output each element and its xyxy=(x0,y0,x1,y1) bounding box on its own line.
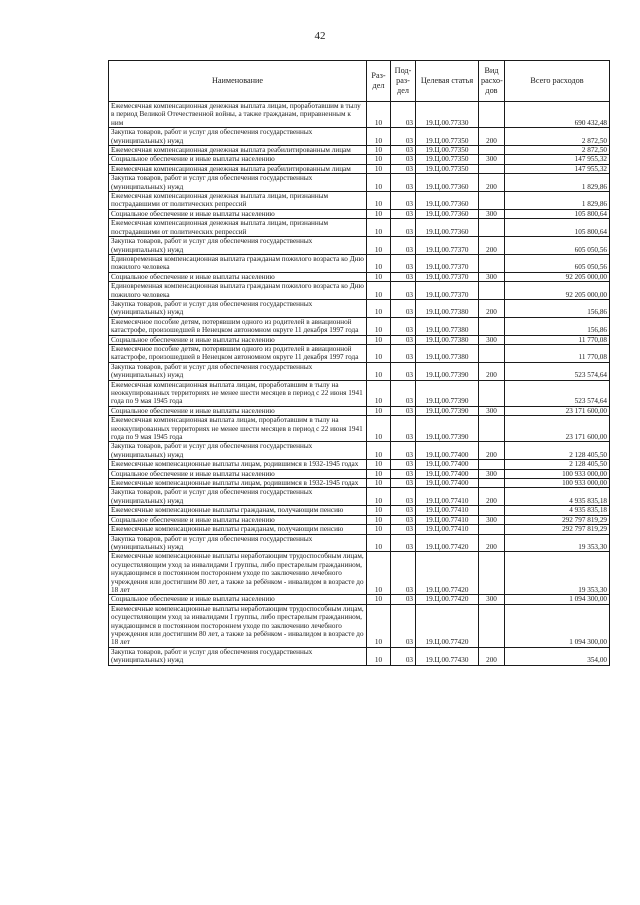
cell-razdel: 10 xyxy=(367,164,391,173)
table-row xyxy=(109,380,610,406)
cell-total: 100 933 000,00 xyxy=(505,469,610,478)
cell-total: 4 935 835,18 xyxy=(505,488,610,506)
cell-name: Социальное обеспечение и иные выплаты населению xyxy=(109,469,367,478)
cell-podrazdel: 03 xyxy=(391,102,416,128)
header-total: Всего расходов xyxy=(505,61,610,102)
table-row xyxy=(109,102,610,128)
cell-name: Закупка товаров, работ и услуг для обеспечения государственных (муниципальных) нужд xyxy=(109,128,367,146)
cell-name: Закупка товаров, работ и услуг для обеспечения государственных (муниципальных) нужд xyxy=(109,362,367,380)
cell-razdel: 10 xyxy=(367,299,391,317)
table-row xyxy=(109,479,610,488)
cell-total: 292 797 819,29 xyxy=(505,525,610,534)
cell-vid xyxy=(479,604,505,647)
cell-celevaya: 19.Ц.00.77380 xyxy=(416,344,479,362)
cell-razdel: 10 xyxy=(367,128,391,146)
table-row xyxy=(109,237,610,255)
cell-name: Ежемесячные компенсационные выплаты гражданам, получающим пенсию xyxy=(109,506,367,515)
table-row xyxy=(109,164,610,173)
table-row xyxy=(109,219,610,237)
cell-podrazdel: 03 xyxy=(391,416,416,442)
table-row xyxy=(109,460,610,469)
cell-podrazdel: 03 xyxy=(391,525,416,534)
cell-podrazdel: 03 xyxy=(391,380,416,406)
cell-celevaya: 19.Ц.00.77360 xyxy=(416,209,479,218)
budget-table xyxy=(108,60,610,666)
table-row xyxy=(109,488,610,506)
cell-celevaya: 19.Ц.00.77410 xyxy=(416,515,479,524)
cell-celevaya: 19.Ц.00.77400 xyxy=(416,479,479,488)
cell-podrazdel: 03 xyxy=(391,299,416,317)
cell-name: Закупка товаров, работ и услуг для обеспечения государственных (муниципальных) нужд xyxy=(109,299,367,317)
cell-total: 23 171 600,00 xyxy=(505,416,610,442)
table-row xyxy=(109,416,610,442)
cell-razdel: 10 xyxy=(367,460,391,469)
table-row xyxy=(109,406,610,415)
cell-celevaya: 19.Ц.00.77370 xyxy=(416,254,479,272)
cell-podrazdel: 03 xyxy=(391,128,416,146)
cell-celevaya: 19.Ц.00.77390 xyxy=(416,380,479,406)
table-row xyxy=(109,344,610,362)
cell-vid xyxy=(479,146,505,155)
cell-celevaya: 19.Ц.00.77390 xyxy=(416,406,479,415)
table-row xyxy=(109,604,610,647)
cell-celevaya: 19.Ц.00.77390 xyxy=(416,362,479,380)
cell-name: Социальное обеспечение и иные выплаты населению xyxy=(109,595,367,604)
cell-vid xyxy=(479,192,505,210)
cell-total: 92 205 000,00 xyxy=(505,272,610,281)
table-row xyxy=(109,442,610,460)
table-row xyxy=(109,128,610,146)
cell-total: 19 353,30 xyxy=(505,534,610,552)
cell-podrazdel: 03 xyxy=(391,442,416,460)
cell-razdel: 10 xyxy=(367,506,391,515)
cell-podrazdel: 03 xyxy=(391,488,416,506)
cell-total: 19 353,30 xyxy=(505,552,610,595)
table-row xyxy=(109,362,610,380)
cell-vid xyxy=(479,282,505,300)
cell-celevaya: 19.Ц.00.77420 xyxy=(416,534,479,552)
cell-vid: 200 xyxy=(479,442,505,460)
cell-razdel: 10 xyxy=(367,219,391,237)
cell-podrazdel: 03 xyxy=(391,460,416,469)
cell-total: 156,86 xyxy=(505,299,610,317)
cell-name: Социальное обеспечение и иные выплаты населению xyxy=(109,406,367,415)
cell-celevaya: 19.Ц.00.77350 xyxy=(416,164,479,173)
cell-total: 605 050,56 xyxy=(505,254,610,272)
header-vid: Вид расхо-дов xyxy=(479,61,505,102)
cell-celevaya: 19.Ц.00.77380 xyxy=(416,299,479,317)
cell-vid xyxy=(479,380,505,406)
cell-celevaya: 19.Ц.00.77350 xyxy=(416,128,479,146)
cell-total: 105 800,64 xyxy=(505,219,610,237)
table-row xyxy=(109,469,610,478)
cell-razdel: 10 xyxy=(367,442,391,460)
cell-name: Закупка товаров, работ и услуг для обеспечения государственных (муниципальных) нужд xyxy=(109,488,367,506)
cell-total: 147 955,32 xyxy=(505,164,610,173)
cell-razdel: 10 xyxy=(367,155,391,164)
cell-vid: 300 xyxy=(479,335,505,344)
cell-vid xyxy=(479,552,505,595)
cell-razdel: 10 xyxy=(367,534,391,552)
cell-podrazdel: 03 xyxy=(391,317,416,335)
cell-razdel: 10 xyxy=(367,479,391,488)
cell-vid: 200 xyxy=(479,174,505,192)
cell-razdel: 10 xyxy=(367,272,391,281)
cell-total: 2 872,50 xyxy=(505,128,610,146)
cell-razdel: 10 xyxy=(367,552,391,595)
cell-vid xyxy=(479,525,505,534)
cell-celevaya: 19.Ц.00.77400 xyxy=(416,442,479,460)
cell-podrazdel: 03 xyxy=(391,237,416,255)
cell-razdel: 10 xyxy=(367,174,391,192)
cell-total: 11 770,08 xyxy=(505,344,610,362)
cell-podrazdel: 03 xyxy=(391,595,416,604)
cell-total: 92 205 000,00 xyxy=(505,282,610,300)
cell-celevaya: 19.Ц.00.77390 xyxy=(416,416,479,442)
cell-razdel: 10 xyxy=(367,416,391,442)
cell-razdel: 10 xyxy=(367,604,391,647)
cell-vid xyxy=(479,102,505,128)
cell-vid xyxy=(479,344,505,362)
cell-razdel: 10 xyxy=(367,488,391,506)
cell-vid xyxy=(479,219,505,237)
table-row xyxy=(109,515,610,524)
cell-total: 1 829,86 xyxy=(505,174,610,192)
cell-name: Ежемесячная компенсационная денежная выплата реабилитированным лицам xyxy=(109,164,367,173)
cell-name: Закупка товаров, работ и услуг для обеспечения государственных (муниципальных) нужд xyxy=(109,237,367,255)
cell-name: Ежемесячная компенсационная денежная выплата лицам, проработавшим в тылу в период Великой Отечественной войны, а также гражданам, приравненным к ним xyxy=(109,102,367,128)
cell-podrazdel: 03 xyxy=(391,174,416,192)
cell-name: Ежемесячные компенсационные выплаты гражданам, получающим пенсию xyxy=(109,525,367,534)
cell-name: Ежемесячная компенсационная денежная выплата реабилитированным лицам xyxy=(109,146,367,155)
cell-razdel: 10 xyxy=(367,192,391,210)
cell-podrazdel: 03 xyxy=(391,155,416,164)
cell-vid: 200 xyxy=(479,534,505,552)
cell-vid: 200 xyxy=(479,237,505,255)
table-row xyxy=(109,525,610,534)
cell-name: Ежемесячные компенсационные выплаты неработающим трудоспособным лицам, осуществляющим уход за инвалидами I группы, либо престарелым гражданином, нуждающимся в постоянном постороннем уходе по заключению лечебного учреждения или достигшим 80 лет, а также за ребёнком - инвалидом в возрасте до 18 лет xyxy=(109,604,367,647)
cell-name: Закупка товаров, работ и услуг для обеспечения государственных (муниципальных) нужд xyxy=(109,174,367,192)
table-row xyxy=(109,192,610,210)
cell-vid: 200 xyxy=(479,128,505,146)
cell-podrazdel: 03 xyxy=(391,219,416,237)
cell-vid xyxy=(479,460,505,469)
cell-name: Ежемесячные компенсационные выплаты неработающим трудоспособным лицам, осуществляющим уход за инвалидами I группы, либо престарелым гражданином, нуждающимся в постоянном постороннем уходе по заключению лечебного учреждения или достигшим 80 лет, а также за ребёнком - инвалидом в возрасте до 18 лет xyxy=(109,552,367,595)
cell-podrazdel: 03 xyxy=(391,534,416,552)
cell-name: Социальное обеспечение и иные выплаты населению xyxy=(109,209,367,218)
cell-celevaya: 19.Ц.00.77360 xyxy=(416,174,479,192)
cell-celevaya: 19.Ц.00.77400 xyxy=(416,460,479,469)
cell-celevaya: 19.Ц.00.77420 xyxy=(416,552,479,595)
cell-podrazdel: 03 xyxy=(391,344,416,362)
table-row xyxy=(109,317,610,335)
cell-vid: 200 xyxy=(479,488,505,506)
cell-vid: 300 xyxy=(479,209,505,218)
cell-name: Единовременная компенсационная выплата гражданам пожилого возраста ко Дню пожилого человека xyxy=(109,254,367,272)
cell-name: Социальное обеспечение и иные выплаты населению xyxy=(109,272,367,281)
header-name: Наименование xyxy=(109,61,367,102)
cell-total: 2 128 405,50 xyxy=(505,442,610,460)
cell-podrazdel: 03 xyxy=(391,469,416,478)
cell-name: Ежемесячная компенсационная денежная выплата лицам, признанным пострадавшими от политических репрессий xyxy=(109,192,367,210)
table-row xyxy=(109,552,610,595)
cell-total: 100 933 000,00 xyxy=(505,479,610,488)
cell-name: Единовременная компенсационная выплата гражданам пожилого возраста ко Дню пожилого человека xyxy=(109,282,367,300)
cell-name: Ежемесячная компенсационная выплата лицам, проработавшим в тылу на неоккупированных территориях не менее шести месяцев в период с 22 июня 1941 года по 9 мая 1945 года xyxy=(109,416,367,442)
cell-name: Ежемесячные компенсационные выплаты лицам, родившимся в 1932-1945 годах xyxy=(109,460,367,469)
cell-vid: 300 xyxy=(479,406,505,415)
cell-razdel: 10 xyxy=(367,362,391,380)
table-row xyxy=(109,595,610,604)
cell-name: Социальное обеспечение и иные выплаты населению xyxy=(109,335,367,344)
table-body xyxy=(109,102,610,666)
cell-total: 156,86 xyxy=(505,317,610,335)
cell-podrazdel: 03 xyxy=(391,506,416,515)
cell-vid: 300 xyxy=(479,515,505,524)
table-row xyxy=(109,272,610,281)
cell-name: Ежемесячная компенсационная денежная выплата лицам, признанным пострадавшими от политических репрессий xyxy=(109,219,367,237)
cell-podrazdel: 03 xyxy=(391,515,416,524)
cell-name: Закупка товаров, работ и услуг для обеспечения государственных (муниципальных) нужд xyxy=(109,647,367,665)
cell-podrazdel: 03 xyxy=(391,335,416,344)
table-row xyxy=(109,506,610,515)
cell-celevaya: 19.Ц.00.77420 xyxy=(416,595,479,604)
cell-razdel: 10 xyxy=(367,406,391,415)
cell-total: 2 872,50 xyxy=(505,146,610,155)
cell-name: Ежемесячное пособие детям, потерявшим одного из родителей в авиационной катастрофе, произошедшей в Ненецком автономном округе 11 декабря 1997 года xyxy=(109,317,367,335)
cell-total: 11 770,08 xyxy=(505,335,610,344)
cell-podrazdel: 03 xyxy=(391,647,416,665)
cell-podrazdel: 03 xyxy=(391,192,416,210)
cell-celevaya: 19.Ц.00.77370 xyxy=(416,237,479,255)
cell-razdel: 10 xyxy=(367,344,391,362)
cell-vid xyxy=(479,164,505,173)
cell-razdel: 10 xyxy=(367,237,391,255)
cell-vid: 300 xyxy=(479,155,505,164)
page-number: 42 xyxy=(314,30,326,42)
cell-vid: 200 xyxy=(479,299,505,317)
cell-razdel: 10 xyxy=(367,515,391,524)
cell-celevaya: 19.Ц.00.77410 xyxy=(416,506,479,515)
cell-name: Ежемесячная компенсационная выплата лицам, проработавшим в тылу на неоккупированных территориях не менее шести месяцев в период с 22 июня 1941 года по 9 мая 1945 года xyxy=(109,380,367,406)
cell-razdel: 10 xyxy=(367,335,391,344)
cell-podrazdel: 03 xyxy=(391,164,416,173)
cell-celevaya: 19.Ц.00.77370 xyxy=(416,272,479,281)
cell-total: 690 432,48 xyxy=(505,102,610,128)
cell-celevaya: 19.Ц.00.77420 xyxy=(416,604,479,647)
cell-razdel: 10 xyxy=(367,317,391,335)
cell-razdel: 10 xyxy=(367,254,391,272)
header-podrazdel: Под-раз-дел xyxy=(391,61,416,102)
cell-podrazdel: 03 xyxy=(391,272,416,281)
header-razdel: Раз-дел xyxy=(367,61,391,102)
cell-razdel: 10 xyxy=(367,469,391,478)
header-celevaya: Целевая статья xyxy=(416,61,479,102)
cell-razdel: 10 xyxy=(367,380,391,406)
table-row xyxy=(109,155,610,164)
cell-razdel: 10 xyxy=(367,209,391,218)
cell-razdel: 10 xyxy=(367,146,391,155)
table-row xyxy=(109,209,610,218)
table-row xyxy=(109,299,610,317)
cell-celevaya: 19.Ц.00.77380 xyxy=(416,317,479,335)
cell-total: 354,00 xyxy=(505,647,610,665)
cell-name: Социальное обеспечение и иные выплаты населению xyxy=(109,155,367,164)
cell-total: 605 050,56 xyxy=(505,237,610,255)
cell-celevaya: 19.Ц.00.77350 xyxy=(416,146,479,155)
cell-celevaya: 19.Ц.00.77370 xyxy=(416,282,479,300)
cell-podrazdel: 03 xyxy=(391,282,416,300)
cell-razdel: 10 xyxy=(367,647,391,665)
cell-celevaya: 19.Ц.00.77350 xyxy=(416,155,479,164)
table-row xyxy=(109,335,610,344)
cell-vid: 200 xyxy=(479,362,505,380)
cell-podrazdel: 03 xyxy=(391,254,416,272)
cell-podrazdel: 03 xyxy=(391,604,416,647)
cell-name: Закупка товаров, работ и услуг для обеспечения государственных (муниципальных) нужд xyxy=(109,442,367,460)
cell-vid xyxy=(479,254,505,272)
cell-celevaya: 19.Ц.00.77330 xyxy=(416,102,479,128)
cell-celevaya: 19.Ц.00.77430 xyxy=(416,647,479,665)
cell-celevaya: 19.Ц.00.77360 xyxy=(416,219,479,237)
cell-total: 105 800,64 xyxy=(505,209,610,218)
table-row xyxy=(109,534,610,552)
cell-celevaya: 19.Ц.00.77410 xyxy=(416,488,479,506)
cell-razdel: 10 xyxy=(367,102,391,128)
cell-vid xyxy=(479,317,505,335)
cell-vid: 300 xyxy=(479,272,505,281)
cell-razdel: 10 xyxy=(367,525,391,534)
cell-name: Ежемесячные компенсационные выплаты лицам, родившимся в 1932-1945 годах xyxy=(109,479,367,488)
cell-name: Социальное обеспечение и иные выплаты населению xyxy=(109,515,367,524)
cell-total: 1 094 300,00 xyxy=(505,604,610,647)
cell-razdel: 10 xyxy=(367,282,391,300)
table-row xyxy=(109,146,610,155)
cell-vid: 300 xyxy=(479,469,505,478)
cell-podrazdel: 03 xyxy=(391,552,416,595)
table-row xyxy=(109,647,610,665)
cell-total: 23 171 600,00 xyxy=(505,406,610,415)
table-row xyxy=(109,174,610,192)
cell-total: 2 128 405,50 xyxy=(505,460,610,469)
cell-name: Закупка товаров, работ и услуг для обеспечения государственных (муниципальных) нужд xyxy=(109,534,367,552)
cell-total: 523 574,64 xyxy=(505,380,610,406)
cell-total: 523 574,64 xyxy=(505,362,610,380)
cell-celevaya: 19.Ц.00.77410 xyxy=(416,525,479,534)
cell-vid: 200 xyxy=(479,647,505,665)
cell-total: 147 955,32 xyxy=(505,155,610,164)
cell-vid xyxy=(479,479,505,488)
cell-podrazdel: 03 xyxy=(391,406,416,415)
table-row xyxy=(109,254,610,272)
cell-name: Ежемесячное пособие детям, потерявшим одного из родителей в авиационной катастрофе, произошедшей в Ненецком автономном округе 11 декабря 1997 года xyxy=(109,344,367,362)
cell-podrazdel: 03 xyxy=(391,479,416,488)
table-header-row xyxy=(109,61,610,102)
cell-vid xyxy=(479,416,505,442)
cell-podrazdel: 03 xyxy=(391,146,416,155)
cell-total: 292 797 819,29 xyxy=(505,515,610,524)
cell-celevaya: 19.Ц.00.77360 xyxy=(416,192,479,210)
table-row xyxy=(109,282,610,300)
cell-podrazdel: 03 xyxy=(391,362,416,380)
cell-total: 1 829,86 xyxy=(505,192,610,210)
cell-celevaya: 19.Ц.00.77380 xyxy=(416,335,479,344)
cell-razdel: 10 xyxy=(367,595,391,604)
cell-vid xyxy=(479,506,505,515)
cell-total: 4 935 835,18 xyxy=(505,506,610,515)
cell-podrazdel: 03 xyxy=(391,209,416,218)
cell-celevaya: 19.Ц.00.77400 xyxy=(416,469,479,478)
cell-total: 1 094 300,00 xyxy=(505,595,610,604)
cell-vid: 300 xyxy=(479,595,505,604)
